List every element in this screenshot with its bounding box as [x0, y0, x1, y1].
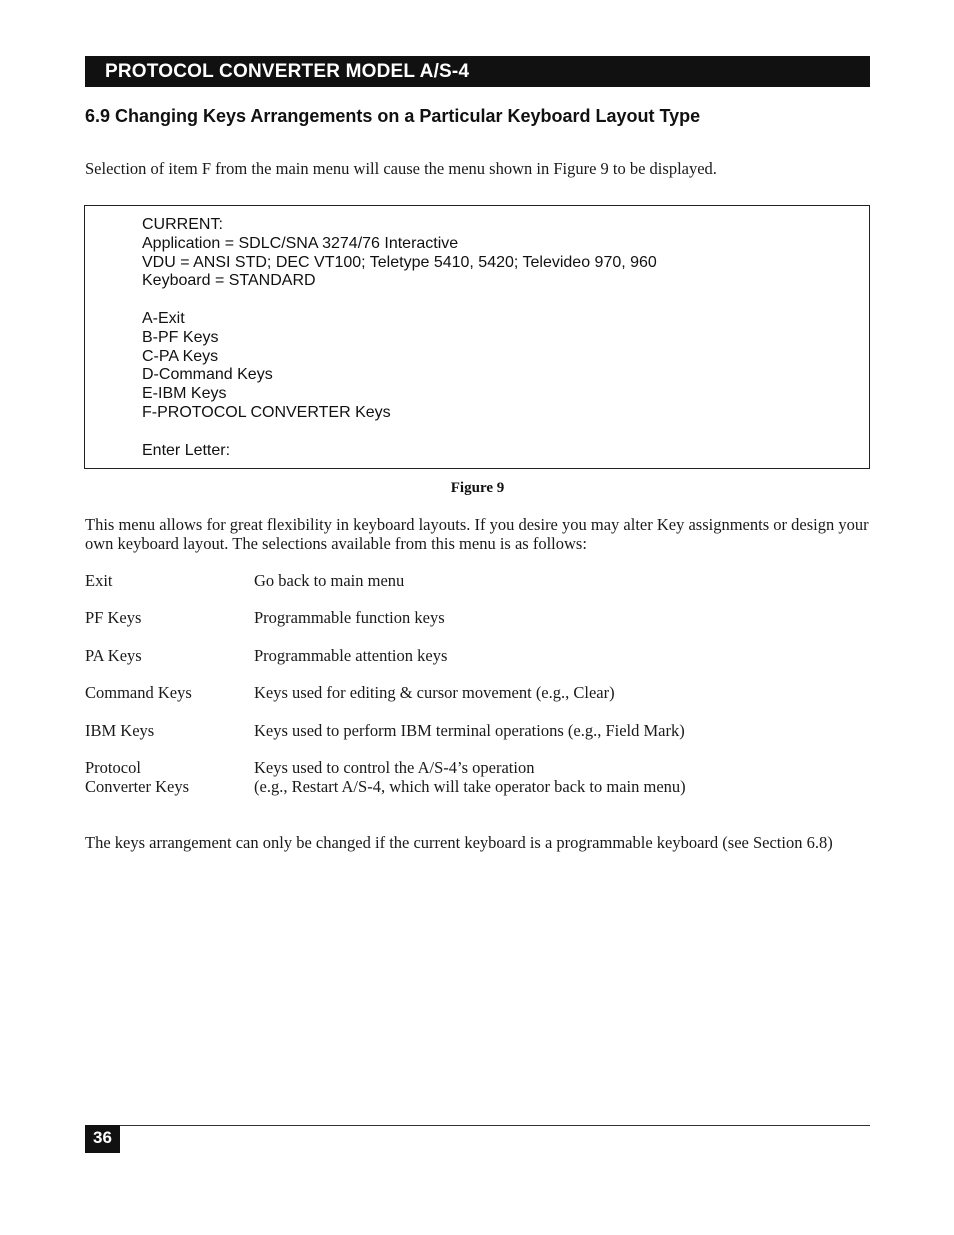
definition-description	[254, 722, 874, 741]
menu-screen-blank-line	[142, 423, 657, 442]
definition-row	[85, 722, 875, 762]
definition-description	[254, 647, 874, 666]
definition-term-line: PA Keys	[85, 646, 142, 665]
menu-screen-line: F-PROTOCOL CONVERTER Keys	[142, 403, 391, 421]
menu-screen-text	[142, 216, 657, 460]
definition-term-line: Exit	[85, 571, 113, 590]
definition-term-line: Protocol	[85, 758, 141, 777]
definition-description-line: Keys used to perform IBM terminal operations (e.g., Field Mark)	[254, 721, 685, 740]
figure-caption: Figure 9	[450, 480, 505, 496]
menu-screen-line: VDU = ANSI STD; DEC VT100; Teletype 5410, 5420; Televideo 970, 960	[142, 253, 657, 271]
menu-screen-line: Enter Letter:	[142, 441, 231, 459]
definition-description	[254, 684, 874, 703]
page-number: 36	[85, 1125, 120, 1153]
definition-description	[254, 609, 874, 628]
definition-row	[85, 759, 875, 799]
definition-row	[85, 647, 875, 687]
definition-description-line: (e.g., Restart A/S-4, which will take operator back to main menu)	[254, 776, 686, 796]
definition-description-line: Keys used to control the A/S-4’s operation	[254, 758, 535, 777]
definition-term	[85, 572, 250, 591]
description-paragraph: This menu allows for great flexibility in keyboard layouts. If you desire you may alter Key assignments or design your own keyboard layout. The selections available from this menu is as follows:	[85, 515, 869, 553]
definition-row	[85, 684, 875, 724]
definition-term	[85, 609, 250, 628]
menu-screen-line: Application = SDLC/SNA 3274/76 Interactive	[142, 234, 459, 252]
menu-screen-line: A-Exit	[142, 309, 185, 327]
definition-row	[85, 572, 875, 612]
menu-screen-line: B-PF Keys	[142, 328, 219, 346]
definition-description	[254, 759, 874, 797]
footer-rule	[85, 1125, 870, 1126]
menu-screen-figure	[84, 205, 870, 469]
menu-screen-line: C-PA Keys	[142, 347, 219, 365]
definition-term	[85, 722, 250, 741]
section-title: 6.9 Changing Keys Arrangements on a Particular Keyboard Layout Type	[85, 106, 701, 126]
definition-term-line: IBM Keys	[85, 721, 155, 740]
menu-screen-line: D-Command Keys	[142, 366, 273, 384]
menu-screen-line: Keyboard = STANDARD	[142, 272, 316, 290]
menu-screen-line: E-IBM Keys	[142, 385, 227, 403]
definition-term-line: Converter Keys	[85, 776, 190, 796]
menu-screen-blank-line	[142, 291, 657, 310]
definition-term-line: PF Keys	[85, 608, 142, 627]
menu-screen-line: CURRENT:	[142, 216, 223, 233]
definition-term-line: Command Keys	[85, 683, 192, 702]
note-paragraph: The keys arrangement can only be changed if the current keyboard is a programmable keyboard (see Section 6.8)	[85, 833, 833, 852]
definition-term	[85, 684, 250, 703]
intro-paragraph: Selection of item F from the main menu will cause the menu shown in Figure 9 to be displayed.	[85, 159, 717, 178]
running-header: PROTOCOL CONVERTER MODEL A/S-4	[85, 56, 870, 87]
definition-description-line: Go back to main menu	[254, 571, 405, 590]
definition-description-line: Programmable function keys	[254, 608, 445, 627]
definition-description-line: Keys used for editing & cursor movement (e.g., Clear)	[254, 683, 615, 702]
definition-term	[85, 759, 250, 797]
definition-row	[85, 609, 875, 649]
definition-term	[85, 647, 250, 666]
definition-description	[254, 572, 874, 591]
definition-description-line: Programmable attention keys	[254, 646, 448, 665]
